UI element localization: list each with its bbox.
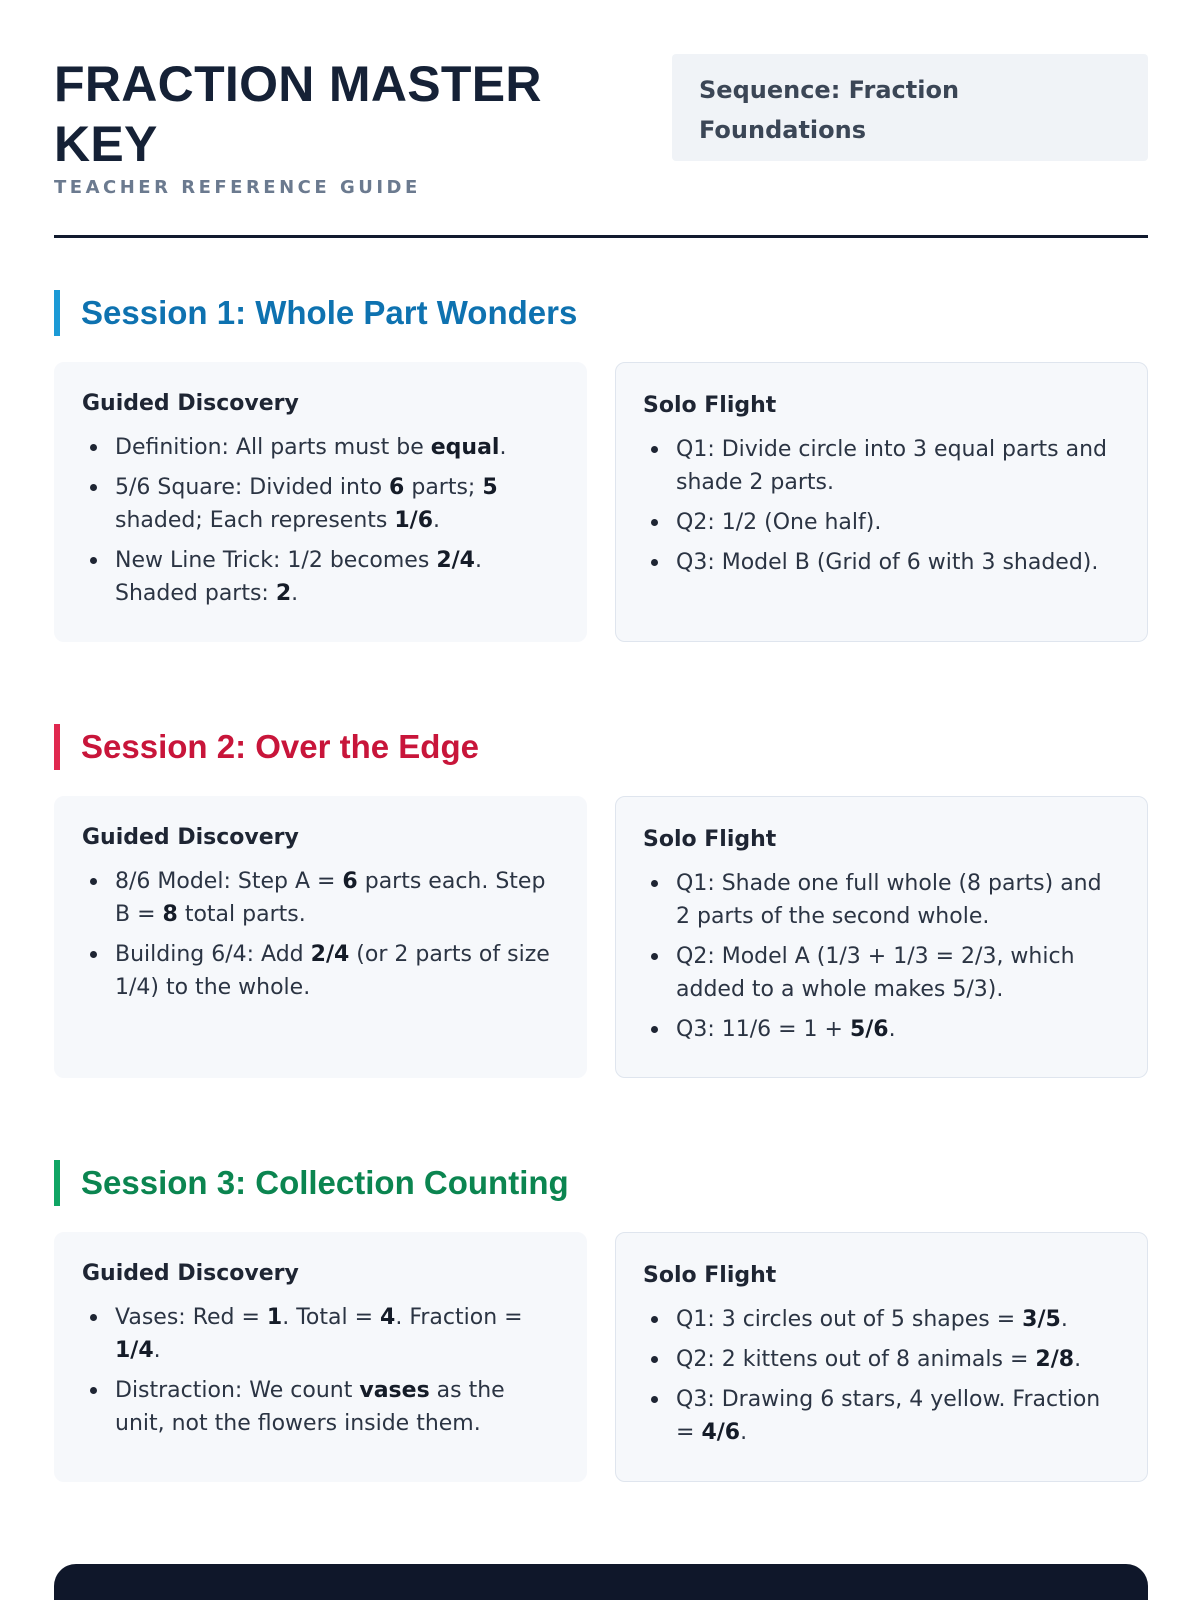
session-2-title bbox=[54, 724, 1148, 770]
list-item: Q1: Shade one full whole (8 parts) and 2 parts of the second whole. bbox=[643, 867, 1120, 933]
solo-heading: Solo Flight bbox=[643, 827, 777, 852]
session-2 bbox=[54, 724, 1148, 1042]
page-header bbox=[54, 54, 1148, 238]
guided-list bbox=[82, 1301, 559, 1440]
list-item: 8/6 Model: Step A = 6 parts each. Step B = 8 total parts. bbox=[82, 865, 559, 931]
session-3-title-text: Session 3: Collection Counting bbox=[81, 1164, 569, 1201]
emphasized-value: 1/6 bbox=[394, 508, 434, 533]
list-item: Definition: All parts must be equal. bbox=[82, 431, 559, 464]
emphasized-value: 5 bbox=[482, 475, 498, 500]
session-1-solo-card bbox=[615, 362, 1148, 642]
emphasized-value: 2 bbox=[275, 581, 292, 606]
session-1-accent-bar bbox=[54, 290, 60, 336]
session-1-title bbox=[54, 290, 1148, 336]
session-2-solo-card bbox=[615, 796, 1148, 1078]
list-item: Distraction: We count vases as the unit, not the flowers inside them. bbox=[82, 1374, 559, 1440]
list-item: Building 6/4: Add 2/4 (or 2 parts of size 1/4) to the whole. bbox=[82, 938, 559, 1004]
session-3-solo-card bbox=[615, 1232, 1148, 1482]
footer-bar bbox=[54, 1564, 1148, 1600]
solo-list bbox=[643, 867, 1120, 1046]
list-item: Q3: Drawing 6 stars, 4 yellow. Fraction = 4/6. bbox=[643, 1383, 1120, 1449]
page-subtitle: TEACHER REFERENCE GUIDE bbox=[54, 177, 421, 198]
list-item: Q3: Model B (Grid of 6 with 3 shaded). bbox=[643, 546, 1120, 579]
emphasized-value: 4/6 bbox=[701, 1420, 741, 1445]
session-2-guided-card bbox=[54, 796, 587, 1078]
session-2-accent-bar bbox=[54, 724, 60, 770]
session-1-title-text: Session 1: Whole Part Wonders bbox=[81, 294, 578, 331]
emphasized-value: vases bbox=[359, 1378, 430, 1403]
guided-heading: Guided Discovery bbox=[82, 1261, 299, 1286]
list-item: Q2: 2 kittens out of 8 animals = 2/8. bbox=[643, 1343, 1120, 1376]
guided-heading: Guided Discovery bbox=[82, 391, 299, 416]
session-3-accent-bar bbox=[54, 1160, 60, 1206]
solo-list bbox=[643, 433, 1120, 579]
emphasized-value: 2/4 bbox=[310, 942, 350, 967]
emphasized-value: 4 bbox=[380, 1305, 396, 1330]
session-1-guided-card bbox=[54, 362, 587, 642]
solo-heading: Solo Flight bbox=[643, 1263, 777, 1288]
guided-list bbox=[82, 431, 559, 610]
sequence-label: Sequence: Fraction Foundations bbox=[699, 76, 960, 144]
list-item: Q1: 3 circles out of 5 shapes = 3/5. bbox=[643, 1303, 1120, 1336]
guided-list bbox=[82, 865, 559, 1004]
emphasized-value: 1/4 bbox=[115, 1338, 154, 1363]
emphasized-value: 2/8 bbox=[1035, 1347, 1075, 1372]
list-item: Vases: Red = 1. Total = 4. Fraction = 1/4. bbox=[82, 1301, 559, 1367]
page-title: FRACTION MASTER KEY bbox=[54, 56, 542, 172]
list-item: New Line Trick: 1/2 becomes 2/4. Shaded parts: 2. bbox=[82, 544, 559, 610]
sequence-box bbox=[672, 54, 1148, 161]
guided-heading: Guided Discovery bbox=[82, 825, 299, 850]
list-item: Q3: 11/6 = 1 + 5/6. bbox=[643, 1013, 1120, 1046]
emphasized-value: equal bbox=[430, 435, 500, 460]
session-3-title bbox=[54, 1160, 1148, 1206]
emphasized-value: 1 bbox=[266, 1305, 283, 1330]
emphasized-value: 3/5 bbox=[1022, 1307, 1061, 1332]
emphasized-value: 2/4 bbox=[436, 548, 475, 573]
list-item: Q1: Divide circle into 3 equal parts and shade 2 parts. bbox=[643, 433, 1120, 499]
session-3 bbox=[54, 1160, 1148, 1445]
session-3-guided-card bbox=[54, 1232, 587, 1482]
session-1 bbox=[54, 290, 1148, 606]
emphasized-value: 6 bbox=[342, 869, 358, 894]
emphasized-value: 5/6 bbox=[849, 1017, 889, 1042]
list-item: Q2: Model A (1/3 + 1/3 = 2/3, which added to a whole makes 5/3). bbox=[643, 940, 1120, 1006]
session-2-title-text: Session 2: Over the Edge bbox=[81, 728, 479, 765]
solo-list bbox=[643, 1303, 1120, 1449]
solo-heading: Solo Flight bbox=[643, 393, 777, 418]
list-item: 5/6 Square: Divided into 6 parts; 5 shaded; Each represents 1/6. bbox=[82, 471, 559, 537]
emphasized-value: 6 bbox=[389, 475, 405, 500]
emphasized-value: 8 bbox=[162, 902, 178, 927]
list-item: Q2: 1/2 (One half). bbox=[643, 506, 1120, 539]
